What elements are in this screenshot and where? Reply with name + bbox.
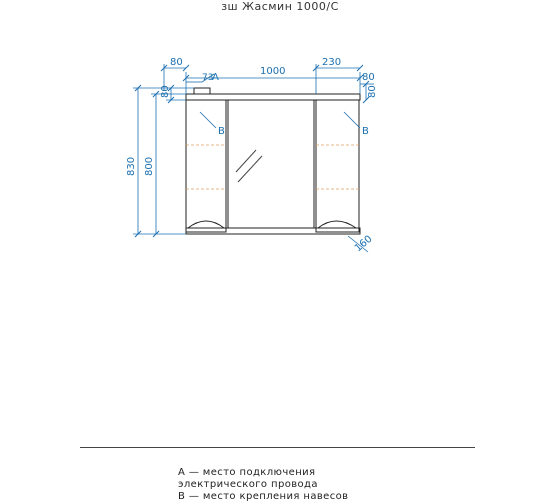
- left-shelf-curve: [188, 221, 224, 228]
- left-cabinet: [186, 100, 226, 232]
- legend-line-2: электрического провода: [178, 479, 318, 490]
- top-shelf: [186, 94, 360, 100]
- mirror-panel: [228, 100, 314, 228]
- mirror-reflection: [236, 150, 262, 182]
- cabinet-outline: [186, 88, 360, 234]
- marker-b-left: B: [218, 126, 225, 137]
- label-1000: 1000: [260, 66, 286, 77]
- marker-a: A: [212, 72, 219, 83]
- drawing-title: зш Жасмин 1000/С: [221, 0, 339, 13]
- label-80-right-top: 80: [362, 72, 375, 83]
- label-230: 230: [322, 57, 342, 68]
- legend-line-1: А — место подключения: [178, 467, 316, 478]
- label-160: 160: [352, 233, 375, 255]
- label-80-right-vertical: 80: [367, 85, 378, 98]
- leader-b-left: [200, 112, 216, 128]
- right-shelf-curve: [318, 221, 356, 228]
- socket-box: [194, 88, 210, 94]
- leader-b-right: [344, 112, 360, 128]
- bottom-shelf: [186, 228, 360, 234]
- marker-b-right: B: [362, 126, 369, 137]
- reflection-line-1: [236, 150, 256, 172]
- dimension-labels: [126, 57, 378, 254]
- label-73: 73: [202, 73, 214, 83]
- footer-divider: [80, 447, 475, 448]
- label-80-left-vertical: 80: [160, 85, 171, 98]
- label-800: 800: [144, 156, 155, 176]
- legend: [178, 467, 348, 503]
- label-80-top-left: 80: [170, 57, 183, 68]
- right-cabinet: [316, 100, 359, 232]
- hinge-lines: [186, 145, 359, 189]
- label-830: 830: [126, 156, 137, 176]
- legend-line-3: В — место крепления навесов: [178, 491, 349, 502]
- reflection-line-2: [238, 156, 262, 182]
